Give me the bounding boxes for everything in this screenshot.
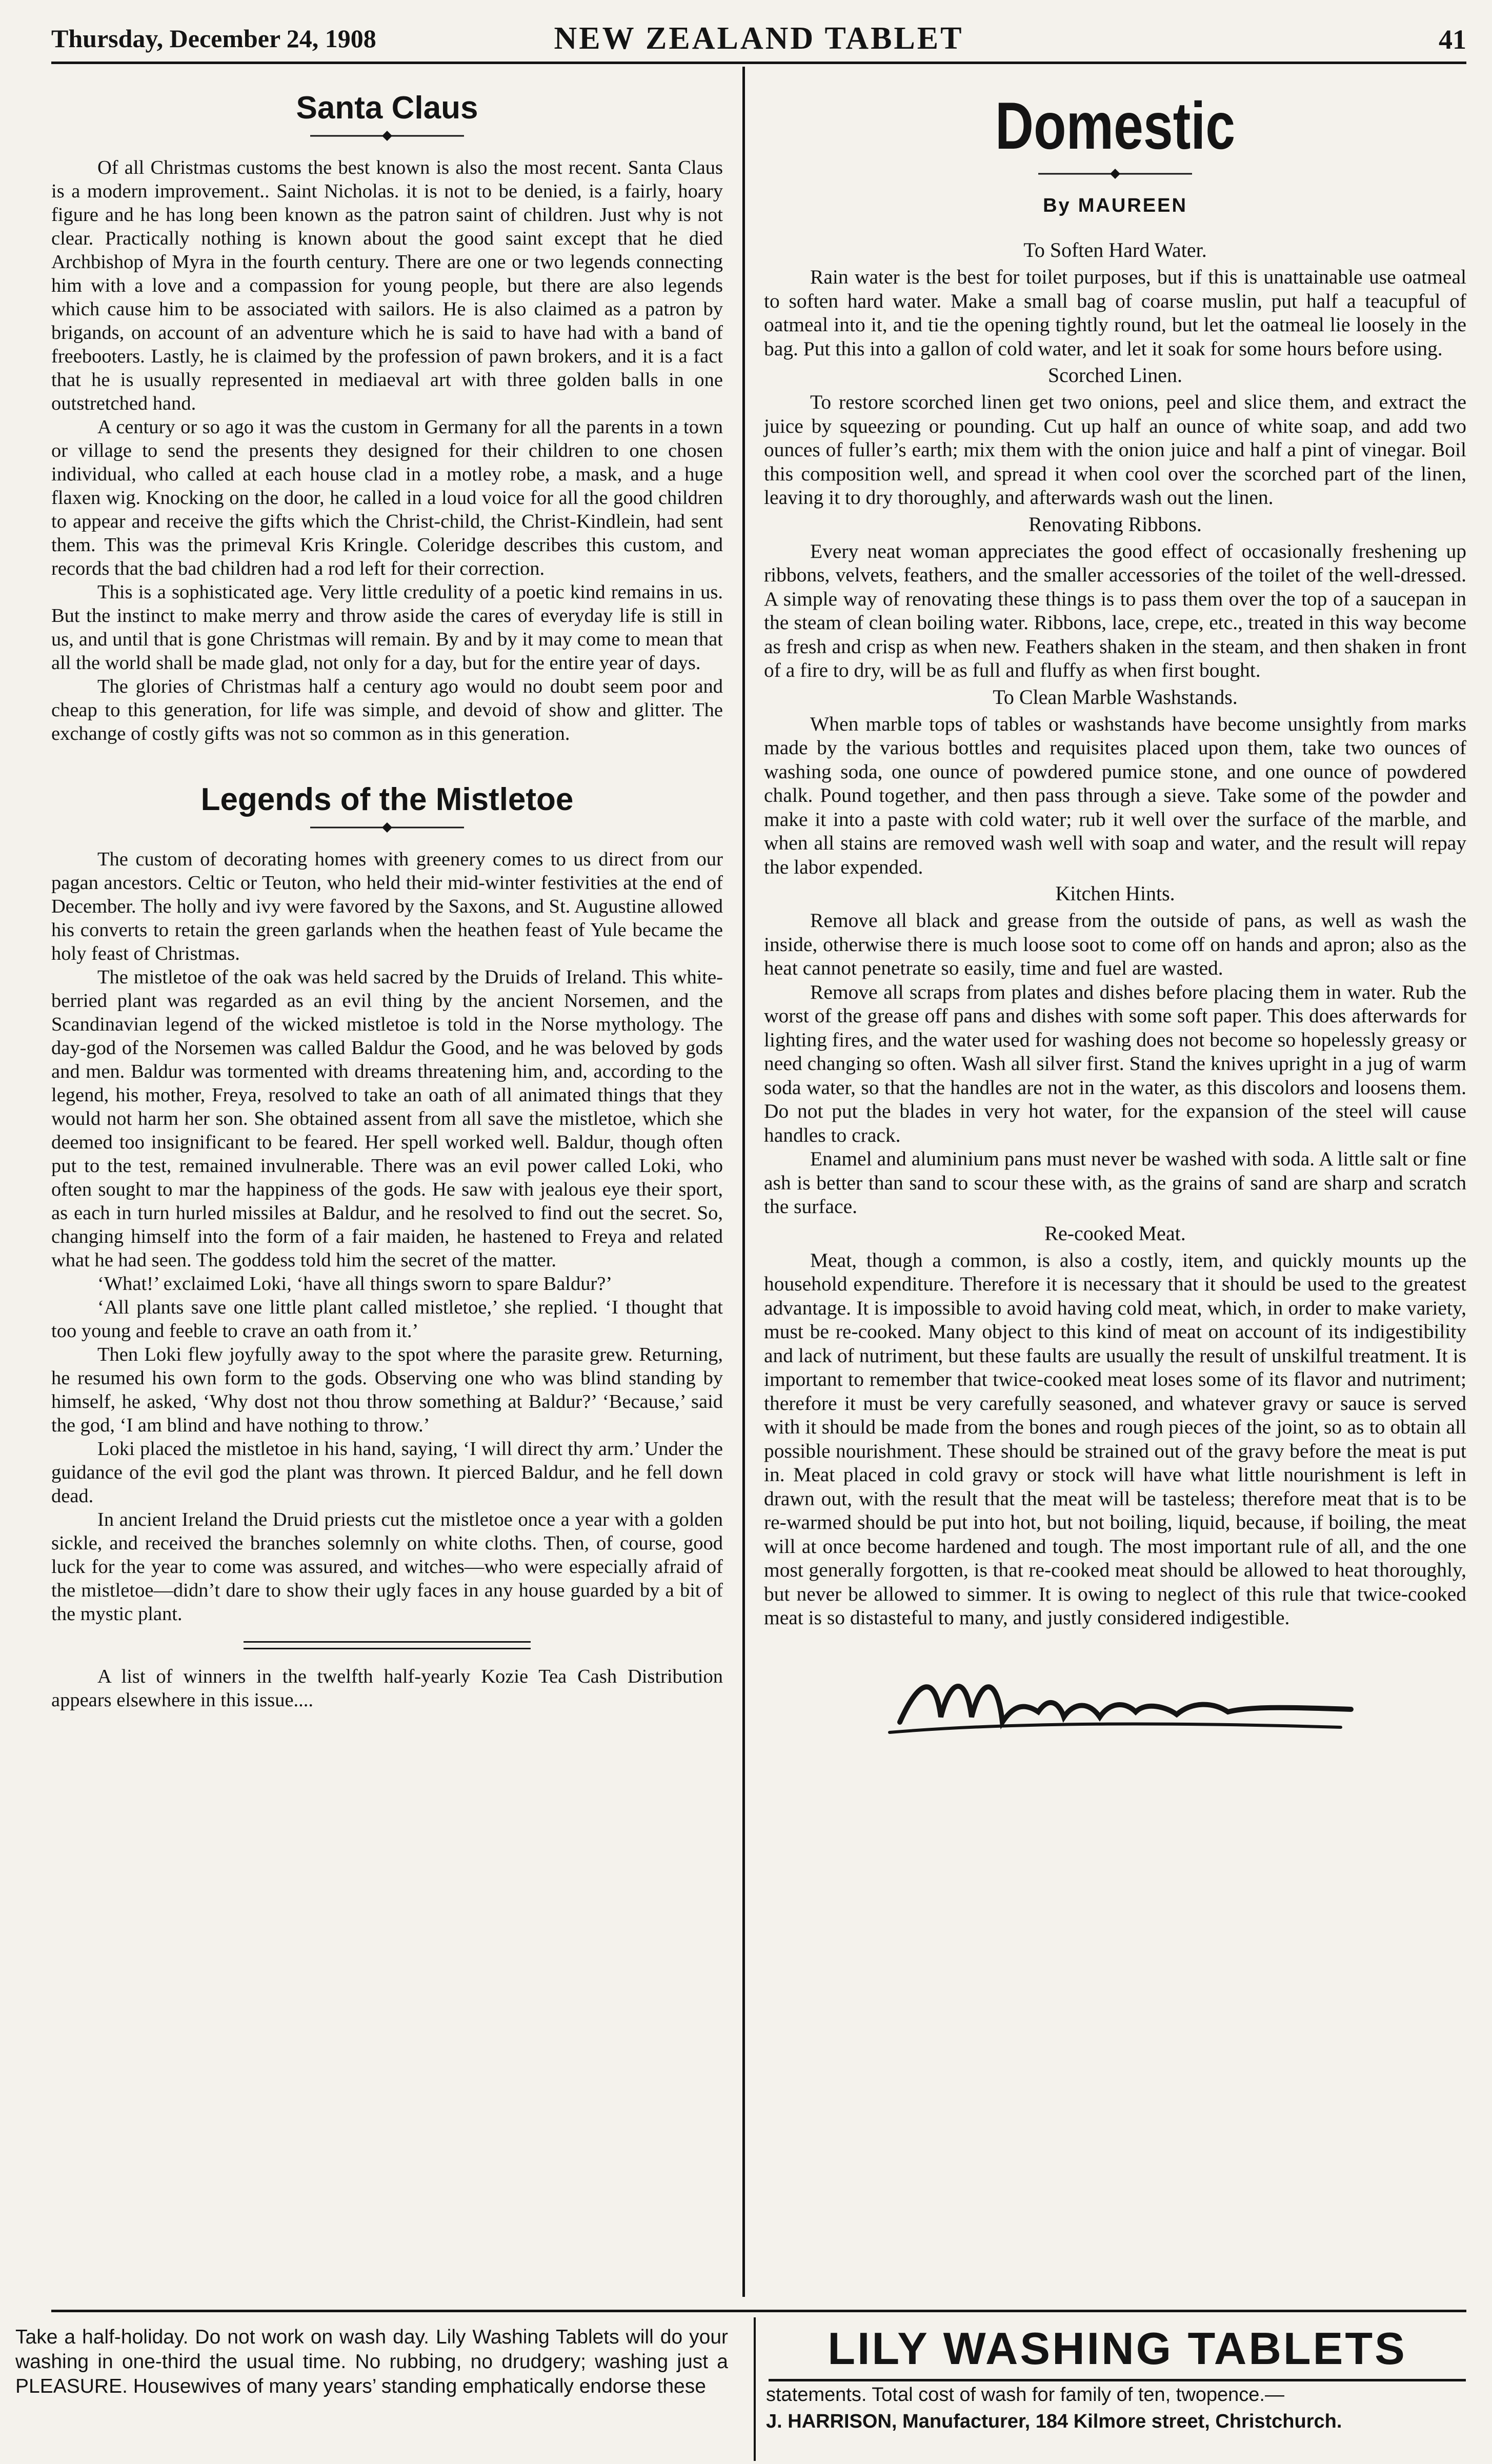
subheading: Scorched Linen. [1047,363,1183,387]
ornament-rule [1038,168,1192,179]
paragraph: To restore scorched linen get two onions, peel and slice them, and extract the juice by squeezing or pounding. Cut up half an ounce of white soap, and add two ounces of fuller’s earth; mix them with the onion juice and half a pint of vinegar. Boil this composition well, and spread it when cool over the scorched part of the linen, leaving it to dry thoroughly, and afterwards wash out the linen. [764,391,1466,509]
paragraph: Enamel and aluminium pans must never be washed with soda. A little salt or fine ash is better than sand to scour these with, as the grains of sand are sharp and scratch the surface. [764,1147,1466,1218]
paragraph: Rain water is the best for toilet purposes, but if this is unattainable use oatmeal to soften hard water. Make a small bag of coarse muslin, put half a teacupful of oatmeal into it, and tie the opening tightly round, but let the oatmeal lie loosely in the bag. Put this into a gallon of cold water, and let it soak for some hours before using. [764,266,1466,360]
paragraph: ‘All plants save one little plant called mistletoe,’ she replied. ‘I thought that too young and feeble to crave an oath from it.’ [51,1297,723,1342]
paragraph: Meat, though a common, is also a costly, item, and quickly mounts up the household expenditure. Therefore it is necessary that it should be used to the greatest advantage. It is impossible to avoid having cold meat, which, in order to make variety, must be re-cooked. Many object to this kind of meat on account of its indigestibility and lack of nutriment, but these faults are usually the result of unskilful treatment. It is important to remember that twice-cooked meat loses some of its flavor and nutriment; therefore it must be very carefully seasoned, and whatever gravy or sauce is served with it should be made from the bones and rough pieces of the joint, so as to obtain all possible nourishment. These should be strained out of the gravy before the meat is put in. Meat placed in cold gravy or stock will have what little nourishment is left in drawn out, with the result that the meat will be tasteless; therefore meat that is to be re-warmed should be put into hot, but not boiling, liquid, because, if boiling, the meat will at once become hardened and tough. The most important rule of all, and the one most generally forgotten, is that re-cooked meat should be allowed to heat thoroughly, but never be allowed to simmer. It is owing to neglect of this rule that twice-cooked meat is so distasteful to many, and justly considered indigestible. [764,1248,1466,1629]
paragraph: ‘What!’ exclaimed Loki, ‘have all things sworn to spare Baldur?’ [97,1273,613,1295]
subheading: To Soften Hard Water. [1023,238,1207,261]
paragraph: Then Loki flew joyfully away to the spot where the parasite grew. Returning, he resumed his own form to the gods. Observing one who was blind standing by himself, he asked, ‘Why dost not thou throw something at Baldur?’ ‘Because,’ said the god, ‘I am blind and have nothing to throw.’ [51,1344,723,1436]
paragraph: The glories of Christmas half a century ago would no doubt seem poor and cheap to this generation, for life was simple, and devoid of show and glitter. The exchange of costly gifts was not so common as in this generation. [51,676,723,744]
paragraph: Loki placed the mistletoe in his hand, saying, ‘I will direct thy arm.’ Under the guidance of the evil god the plant was thrown. It pierced Baldur, and he fell down dead. [51,1438,723,1507]
page-header [51,21,1466,64]
paragraph: Remove all black and grease from the outside of pans, as well as wash the inside, otherwise there is much loose soot to come off on hands and apron; also as the heat cannot penetrate so easily, time and fuel are wasted. [764,909,1466,979]
paragraph: This is a sophisticated age. Very little credulity of a poetic kind remains in us. But the instinct to make merry and throw aside the cares of everyday life is still in us, and until that is gone Christmas will remain. By and by it may come to mean that all the world shall be made glad, not only for a day, but for the entire year of days. [51,581,723,674]
page-number: 41 [1439,24,1466,55]
column-divider [742,67,745,2297]
advert-top-rule [51,2310,1466,2312]
right-column [764,77,1466,1748]
ornament-rule [310,822,464,833]
subheading: To Clean Marble Washstands. [993,685,1238,709]
byline [764,194,1466,217]
advert-statement: statements. Total cost of wash for family of ten, twopence.— [766,2384,1284,2406]
subheading: Kitchen Hints. [1055,882,1175,905]
subheading: Re-cooked Meat. [1044,1221,1186,1245]
santa-article-body [51,156,723,745]
domestic-heading: Domestic [995,88,1236,163]
kozie-tea-notice: A list of winners in the twelfth half-yearly Kozie Tea Cash Distribution appears elsewhere in this issue.... [51,1666,723,1711]
paragraph: In ancient Ireland the Druid priests cut the mistletoe once a year with a golden sickle, and received the branches solemnly on white cloths. Then, of course, good luck for the year to come was assured, and witches—who were especially afraid of the mistletoe—didn’t dare to show their ugly faces in any house guarded by a bit of the mystic plant. [51,1509,723,1625]
paragraph: When marble tops of tables or washstands have become unsightly from marks made by the various bottles and requisites placed upon them, take two ounces of washing soda, one ounce of powdered pumice stone, and one ounce of powdered chalk. Pound together, and then pass through a sieve. Take some of the powder and make it into a paste with cold water; rub it well over the surface of the marble, and when all stains are removed wash well with soap and water, and the result will repay the labor expended. [764,712,1466,878]
paragraph: Of all Christmas customs the best known is also the most recent. Santa Claus is a modern improvement.. Saint Nicholas. it is not to be denied, is a fairly, hoary figure and he has long been known as the patron saint of children. Just why is not clear. Practically nothing is known about the good saint except that he died Archbishop of Myra in the fourth century. There are one or two legends connecting him with a love and a compassion for young people, but there are also legends which cause him to be associated with sailors. He is also claimed as a patron by brigands, on account of an adventure which he is said to have had with a band of freebooters. Lastly, he is claimed by the profession of pawn brokers, and it is a fact that he is usually represented in mediaeval art with three golden balls in one outstretched hand. [51,157,723,414]
byline-prefix: By [1043,195,1071,216]
lily-advert-panel [754,2317,1479,2461]
paragraph: Every neat woman appreciates the good effect of occasionally freshening up ribbons, velvets, feathers, and the smaller accessories of the toilet of the well-dressed. A simple way of renovating these things is to pass them over the top of a saucepan in the steam of clean boiling water. Ribbons, lace, crepe, etc., treated in this way become as fresh and crisp as when new. Feathers shaken in the steam, and then shaken in front of a fire to dry, will be as full and fluffy as when first bought. [764,539,1466,681]
left-column [51,77,723,1712]
issue-date: Thursday, December 24, 1908 [51,24,376,53]
byline-author: MAUREEN [1078,195,1187,216]
paragraph: A century or so ago it was the custom in Germany for all the parents in a town or village to send the presents they designed for their children to one chosen individual, who called at each house clad in a motley robe, a mask, and a huge flaxen wig. Knocking on the door, he called in a loud voice for all the good children to appear and receive the gifts which the Christ-child, the Christ-Kindlein, had sent them. This was the primeval Kris Kringle. Coleridge describes this custom, and records that the bad children had a rod left for their correction. [51,416,723,579]
section-rule [244,1641,531,1649]
lily-advert-text: Take a half-holiday. Do not work on wash day. Lily Washing Tablets will do your washing in one-third the usual time. No rubbing, no drudgery; washing just a PLEASURE. Housewives of many years’ standing emphatically endorse these [15,2326,728,2397]
mistletoe-heading: Legends of the Mistletoe [200,782,574,817]
publication-title: NEW ZEALAND TABLET [554,21,964,56]
maureen-signature [859,1645,1372,1748]
ornament-rule [310,130,464,142]
paragraph: The custom of decorating homes with greenery comes to us direct from our pagan ancestors. Celtic or Teuton, who held their mid-winter festivities at the end of December. The holly and ivy were favored by the Saxons, and St. Augustine allowed his converts to retain the green garlands when the heathen feast of Yule became the holy feast of Christmas. [51,849,723,964]
subheading: Renovating Ribbons. [1029,512,1202,536]
santa-claus-heading: Santa Claus [296,90,478,126]
paragraph: The mistletoe of the oak was held sacred by the Druids of Ireland. This white-berried plant was regarded as an evil thing by the ancient Norsemen, and the Scandinavian legend of the wicked mistletoe is told in the Norse mythology. The day-god of the Norsemen was called Baldur the Good, and he was beloved by gods and men. Baldur was tormented with dreams threatening him, and, according to the legend, his mother, Freya, resolved to take an oath of all animated things that they would not harm her son. She obtained assent from all save the mistletoe, which she deemed too insignificant to be feared. Her spell worked well. Baldur, though often put to the test, remained invulnerable. There was an evil power called Loki, who often sought to mar the happiness of the gods. He saw with jealous eye their sport, as each in turn hurled missiles at Baldur, and he resolved to find out the secret. So, changing himself into the form of a fair maiden, he hastened to Freya and related what he had seen. The goddess told him the secret of the matter. [51,966,723,1271]
advert-manufacturer: J. HARRISON, Manufacturer, 184 Kilmore street, Christchurch. [766,2411,1342,2432]
paragraph: Remove all scraps from plates and dishes before placing them in water. Rub the worst of the grease off pans and dishes with some soft paper. This does afterwards for lighting fires, and the water used for washing does not become so hopelessly greasy or need changing so often. Wash all silver first. Stand the knives upright in a jug of warm soda water, so that the handles are not in the water, as this discolors and loosens them. Do not put the blades in very hot water, for the expansion of the steel will cause handles to crack. [764,980,1466,1146]
lily-advert-title: LILY WASHING TABLETS [828,2323,1407,2374]
mistletoe-article-body [51,847,723,1626]
